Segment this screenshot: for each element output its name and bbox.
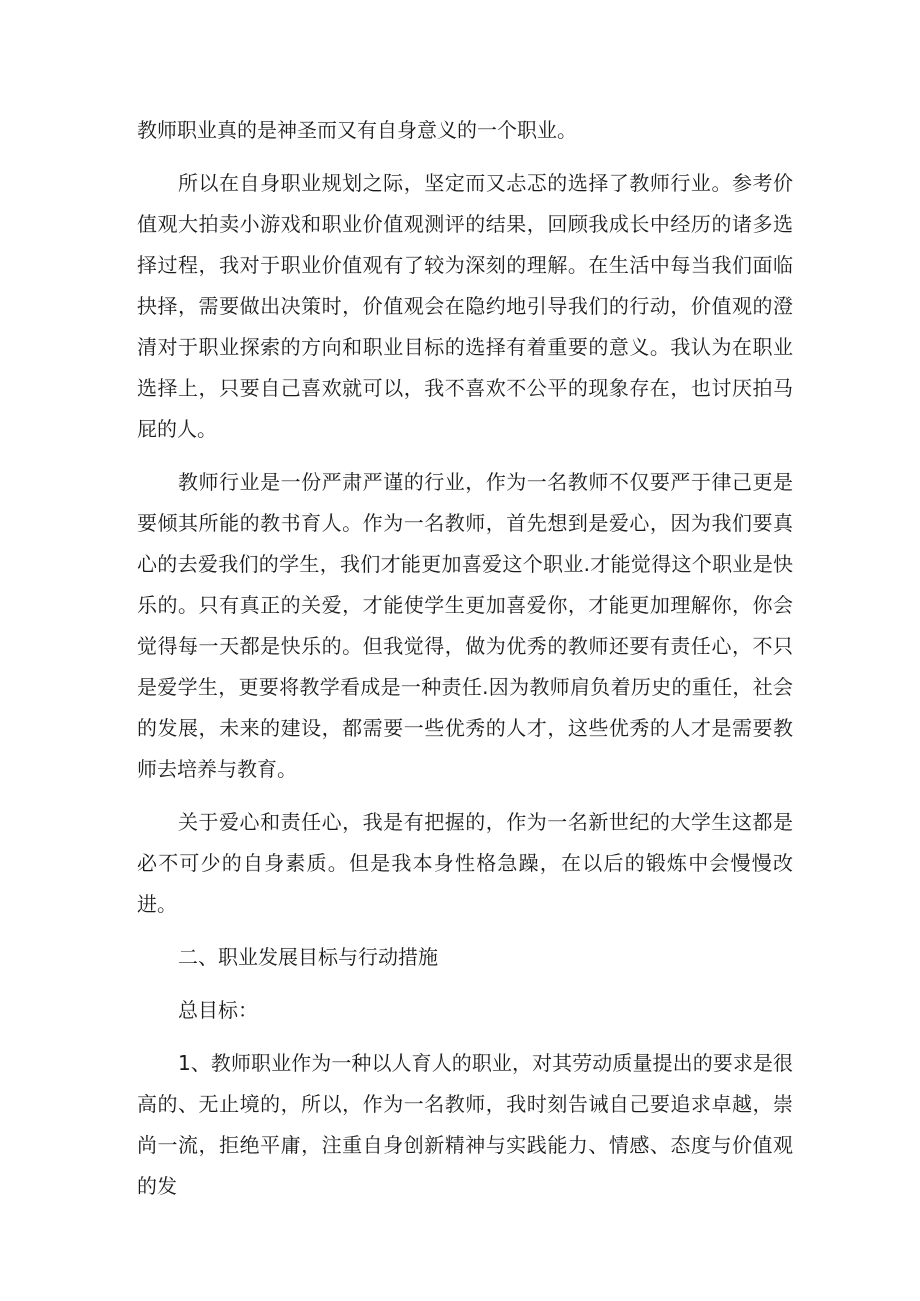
section-heading: 二、职业发展目标与行动措施 [178,945,438,969]
paragraph-teaching-profession: 教师行业是一份严肃严谨的行业，作为一名教师不仅要严于律己更是要倾其所能的教书育人。作为一名教师，首先想到是爱心，因为我们要真心的去爱我们的学生，我们才能更加喜爱这个职业.才能觉得这个职业是快乐的。只有真正的关爱，才能使学生更加喜爱你，才能更加理解你，你会觉得每一天都是快乐的。但我觉得，做为优秀的教师还要有责任心，不只是爱学生，更要将教学看成是一种责任.因为教师肩负着历史的重任，社会的发展，未来的建设，都需要一些优秀的人才，这些优秀的人才是需要教师去培养与教育。 [137,470,793,781]
list-item-1: 1、教师职业作为一种以人育人的职业，对其劳动质量提出的要求是很高的、无止境的，所以，作为一名教师，我时刻告诫自己要追求卓越，崇尚一流，拒绝平庸，注重自身创新精神与实践能力、情感、态度与价值观的发 [137,1051,793,1198]
document-body [137,110,793,1219]
paragraph-love-responsibility: 关于爱心和责任心，我是有把握的，作为一名新世纪的大学生这都是必不可少的自身素质。但是我本身性格急躁，在以后的锻炼中会慢慢改进。 [137,810,793,916]
subheading-overall-goal: 总目标： [178,998,258,1022]
paragraph-career-choice: 所以在自身职业规划之际，坚定而又忐忑的选择了教师行业。参考价值观大拍卖小游戏和职业价值观测评的结果，回顾我成长中经历的诸多选择过程，我对于职业价值观有了较为深刻的理解。在生活中每当我们面临抉择，需要做出决策时，价值观会在隐约地引导我们的行动，价值观的澄清对于职业探索的方向和职业目标的选择有着重要的意义。我认为在职业选择上，只要自己喜欢就可以，我不喜欢不公平的现象存在，也讨厌拍马屁的人。 [137,171,793,441]
paragraph-continuation: 教师职业真的是神圣而又有自身意义的一个职业。 [137,118,577,142]
